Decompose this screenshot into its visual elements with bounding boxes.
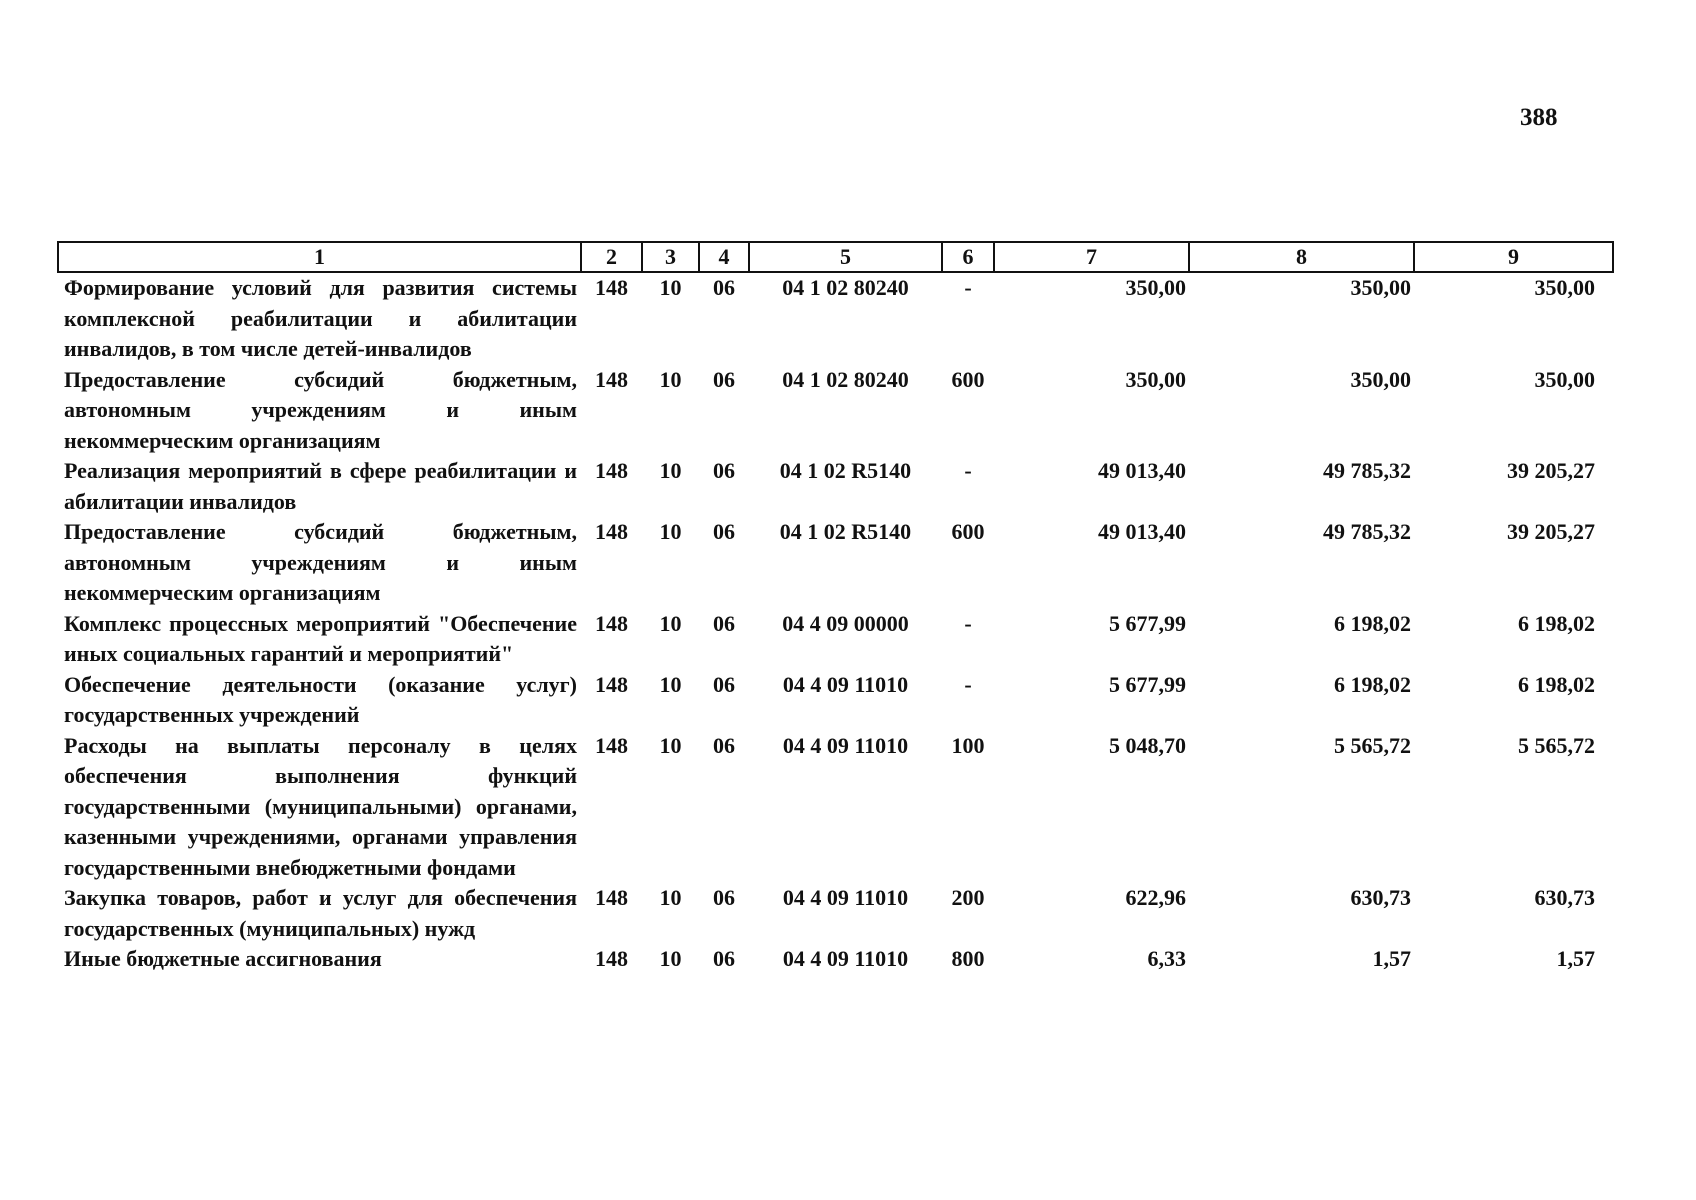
row-amount-8-cell: 6 198,02 xyxy=(1334,610,1411,636)
row-expense-type-cell: 800 xyxy=(951,946,985,971)
row-expense-type-cell: 200 xyxy=(951,885,985,910)
row-amount-8-cell: 49 785,32 xyxy=(1323,519,1411,544)
row-code-cell: 148 xyxy=(595,671,628,697)
row-amount-7-cell: 5 677,99 xyxy=(1109,671,1186,697)
column-header: 2 xyxy=(581,242,642,272)
row-amount-7-cell: 622,96 xyxy=(1125,885,1186,910)
row-name-cell: Формирование условий для развития системы комплексной реабилитации и абилитации инвалидов, в том числе детей-инвалидов xyxy=(64,275,577,361)
budget-table xyxy=(57,241,1614,975)
row-target-code-cell: 04 4 09 11010 xyxy=(782,885,909,910)
row-target-code-cell: 04 4 09 11010 xyxy=(782,946,909,971)
row-subsection-cell: 06 xyxy=(713,946,735,971)
table-row xyxy=(58,944,1613,975)
row-expense-type-cell: 600 xyxy=(951,519,985,544)
row-amount-8-cell: 6 198,02 xyxy=(1334,671,1411,697)
row-code-cell: 148 xyxy=(595,732,628,758)
row-amount-9-cell: 1,57 xyxy=(1556,946,1595,971)
row-name-cell: Иные бюджетные ассигнования xyxy=(64,946,382,971)
row-target-code-cell: 04 4 09 11010 xyxy=(782,732,909,758)
column-header: 4 xyxy=(699,242,749,272)
table-row xyxy=(58,731,1613,884)
row-subsection-cell: 06 xyxy=(713,458,735,483)
row-subsection-cell: 06 xyxy=(713,732,735,758)
row-amount-9-cell: 6 198,02 xyxy=(1518,610,1595,636)
row-name-cell: Предоставление субсидий бюджетным, автономным учреждениям и иным некоммерческим организациям xyxy=(64,519,577,605)
row-subsection-cell: 06 xyxy=(713,366,735,392)
row-target-code-cell: 04 4 09 11010 xyxy=(782,671,909,697)
column-header: 1 xyxy=(58,242,581,272)
row-subsection-cell: 06 xyxy=(713,519,735,544)
table-row xyxy=(58,883,1613,944)
row-section-cell: 10 xyxy=(659,458,682,483)
row-section-cell: 10 xyxy=(659,519,682,544)
page-number: 388 xyxy=(1520,104,1558,131)
row-code-cell: 148 xyxy=(595,458,628,483)
row-amount-9-cell: 630,73 xyxy=(1534,885,1595,910)
table-row xyxy=(58,365,1613,457)
row-amount-9-cell: 39 205,27 xyxy=(1507,519,1595,544)
row-name-cell: Комплекс процессных мероприятий "Обеспечение иных социальных гарантий и мероприятий" xyxy=(64,610,577,666)
table-row xyxy=(58,517,1613,609)
row-expense-type-cell: - xyxy=(964,671,972,697)
row-amount-7-cell: 49 013,40 xyxy=(1098,519,1186,544)
row-target-code-cell: 04 1 02 80240 xyxy=(782,366,909,392)
row-section-cell: 10 xyxy=(659,610,682,636)
column-header: 5 xyxy=(749,242,942,272)
row-expense-type-cell: - xyxy=(964,610,972,636)
row-subsection-cell: 06 xyxy=(713,671,735,697)
column-header: 9 xyxy=(1414,242,1613,272)
row-amount-9-cell: 39 205,27 xyxy=(1507,458,1595,483)
row-subsection-cell: 06 xyxy=(713,885,735,910)
row-amount-7-cell: 5 677,99 xyxy=(1109,610,1186,636)
row-name-cell: Реализация мероприятий в сфере реабилитации и абилитации инвалидов xyxy=(64,458,577,514)
table-row xyxy=(58,670,1613,731)
row-amount-8-cell: 350,00 xyxy=(1350,366,1411,392)
row-section-cell: 10 xyxy=(659,885,682,910)
column-header: 7 xyxy=(994,242,1189,272)
row-expense-type-cell: 100 xyxy=(951,732,985,758)
row-amount-7-cell: 6,33 xyxy=(1147,946,1186,971)
row-amount-8-cell: 1,57 xyxy=(1372,946,1411,971)
row-name-cell: Обеспечение деятельности (оказание услуг) государственных учреждений xyxy=(64,671,577,727)
row-name-cell: Предоставление субсидий бюджетным, автономным учреждениям и иным некоммерческим организациям xyxy=(64,366,577,453)
row-name-cell: Закупка товаров, работ и услуг для обеспечения государственных (муниципальных) нужд xyxy=(64,885,577,941)
column-header: 6 xyxy=(942,242,994,272)
row-amount-7-cell: 49 013,40 xyxy=(1098,458,1186,483)
row-amount-9-cell: 350,00 xyxy=(1534,366,1595,392)
row-subsection-cell: 06 xyxy=(713,610,735,636)
table-row xyxy=(58,272,1613,365)
row-amount-8-cell: 49 785,32 xyxy=(1323,458,1411,483)
row-amount-8-cell: 630,73 xyxy=(1350,885,1411,910)
row-amount-9-cell: 5 565,72 xyxy=(1518,732,1595,758)
row-amount-7-cell: 5 048,70 xyxy=(1109,732,1186,758)
row-section-cell: 10 xyxy=(659,671,682,697)
row-target-code-cell: 04 1 02 80240 xyxy=(782,275,909,300)
row-expense-type-cell: 600 xyxy=(951,366,985,392)
row-amount-9-cell: 6 198,02 xyxy=(1518,671,1595,697)
row-amount-8-cell: 5 565,72 xyxy=(1334,732,1411,758)
row-section-cell: 10 xyxy=(659,946,682,971)
row-name-cell: Расходы на выплаты персоналу в целях обеспечения выполнения функций государственными (муниципальными) органами, казенными учреждениями, органами управления государственными внебюджетными фондами xyxy=(64,732,577,880)
row-amount-7-cell: 350,00 xyxy=(1125,366,1186,392)
row-code-cell: 148 xyxy=(595,885,628,910)
row-code-cell: 148 xyxy=(595,275,628,300)
column-header: 3 xyxy=(642,242,699,272)
row-section-cell: 10 xyxy=(659,732,682,758)
row-code-cell: 148 xyxy=(595,946,628,971)
row-amount-9-cell: 350,00 xyxy=(1534,275,1595,300)
row-target-code-cell: 04 4 09 00000 xyxy=(782,610,909,636)
table-header-row xyxy=(58,242,1613,272)
row-code-cell: 148 xyxy=(595,366,628,392)
row-target-code-cell: 04 1 02 R5140 xyxy=(779,519,912,544)
row-section-cell: 10 xyxy=(659,366,682,392)
table-row xyxy=(58,609,1613,670)
row-code-cell: 148 xyxy=(595,610,628,636)
row-expense-type-cell: - xyxy=(964,458,972,483)
row-amount-8-cell: 350,00 xyxy=(1350,275,1411,300)
row-code-cell: 148 xyxy=(595,519,628,544)
row-amount-7-cell: 350,00 xyxy=(1125,275,1186,300)
row-section-cell: 10 xyxy=(659,275,682,300)
row-subsection-cell: 06 xyxy=(713,275,735,300)
table-row xyxy=(58,456,1613,517)
column-header: 8 xyxy=(1189,242,1414,272)
row-target-code-cell: 04 1 02 R5140 xyxy=(779,458,912,483)
row-expense-type-cell: - xyxy=(964,275,972,300)
